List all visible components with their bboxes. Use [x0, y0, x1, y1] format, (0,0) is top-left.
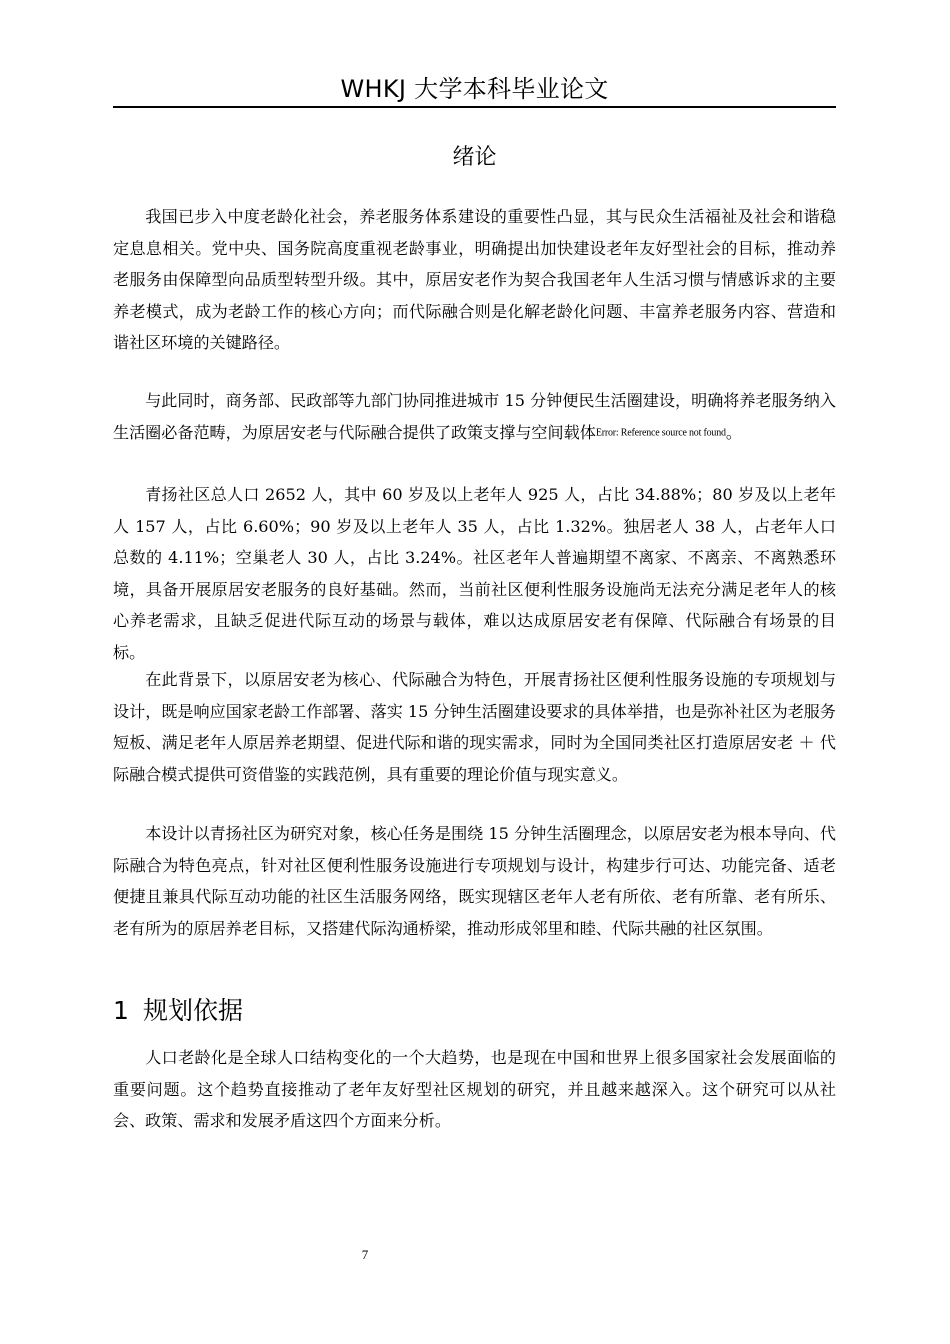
header-divider: [113, 106, 836, 108]
chapter-heading: [113, 994, 836, 1028]
chapter-title: 规划依据: [143, 996, 244, 1025]
section-title: 绪论: [452, 145, 497, 170]
paragraph-1: 我国已步入中度老龄化社会，养老服务体系建设的重要性凸显，其与民众生活福祉及社会和谐稳定息息相关。党中央、国务院高度重视老龄事业，明确提出加快建设老年友好型社会的目标，推动养老服务由保障型向品质型转型升级。其中，原居安老作为契合我国老年人生活习惯与情感诉求的主要养老模式，成为老龄工作的核心方向；而代际融合则是化解老龄化问题、丰富养老服务内容、营造和谐社区环境的关键路径。: [113, 207, 836, 352]
paragraph-6: 人口老龄化是全球人口结构变化的一个大趋势，也是现在中国和世界上很多国家社会发展面临的重要问题。这个趋势直接推动了老年友好型社区规划的研究，并且越来越深入。这个研究可以从社会、政策、需求和发展矛盾这四个方面来分析。: [113, 1048, 836, 1130]
paragraph-4: 在此背景下，以原居安老为核心、代际融合为特色，开展青扬社区便利性服务设施的专项规划与设计，既是响应国家老龄工作部署、落实 15 分钟生活圈建设要求的具体举措，也是弥补社区为老服务短板、满足老年人原居养老期望、促进代际和谐的现实需求，同时为全国同类社区打造原居安老 ＋ 代际融合模式提供可资借鉴的实践范例，具有重要的理论价值与现实意义。: [113, 670, 836, 784]
chapter-number: 1: [113, 996, 129, 1025]
running-header: WHKJ 大学本科毕业论文: [340, 75, 609, 103]
paragraph-5: 本设计以青扬社区为研究对象，核心任务是围绕 15 分钟生活圈理念，以原居安老为根本导向、代际融合为特色亮点，针对社区便利性服务设施进行专项规划与设计，构建步行可达、功能完备、适老便捷且兼具代际互动功能的社区生活服务网络，既实现辖区老年人老有所依、老有所靠、老有所乐、老有所为的原居养老目标，又搭建代际沟通桥梁，推动形成邻里和睦、代际共融的社区氛围。: [113, 824, 836, 938]
reference-error-note: Error: Reference source not found: [595, 427, 726, 438]
paragraph-2: [113, 385, 836, 448]
paragraph-2-text: 与此同时，商务部、民政部等九部门协同推进城市 15 分钟便民生活圈建设，明确将养老服务纳入生活圈必备范畴，为原居安老与代际融合提供了政策支撑与空间载体: [113, 391, 836, 442]
paragraph-2-end: 。: [725, 422, 742, 442]
page-number: 7: [361, 1247, 369, 1262]
paragraph-3: 青扬社区总人口 2652 人，其中 60 岁及以上老年人 925 人，占比 34.88%；80 岁及以上老年人 157 人，占比 6.60%；90 岁及以上老年人 35 人，占比 1.32%。独居老人 38 人，占老年人口总数的 4.11%；空巢老人 30 人，占比 3.24%。社区老年人普遍期望不离家、不离亲、不离熟悉环境，具备开展原居安老服务的良好基础。然而，当前社区便利性服务设施尚无法充分满足老年人的核心养老需求，且缺乏促进代际互动的场景与载体，难以达成原居安老有保障、代际融合有场景的目标。: [113, 485, 836, 662]
